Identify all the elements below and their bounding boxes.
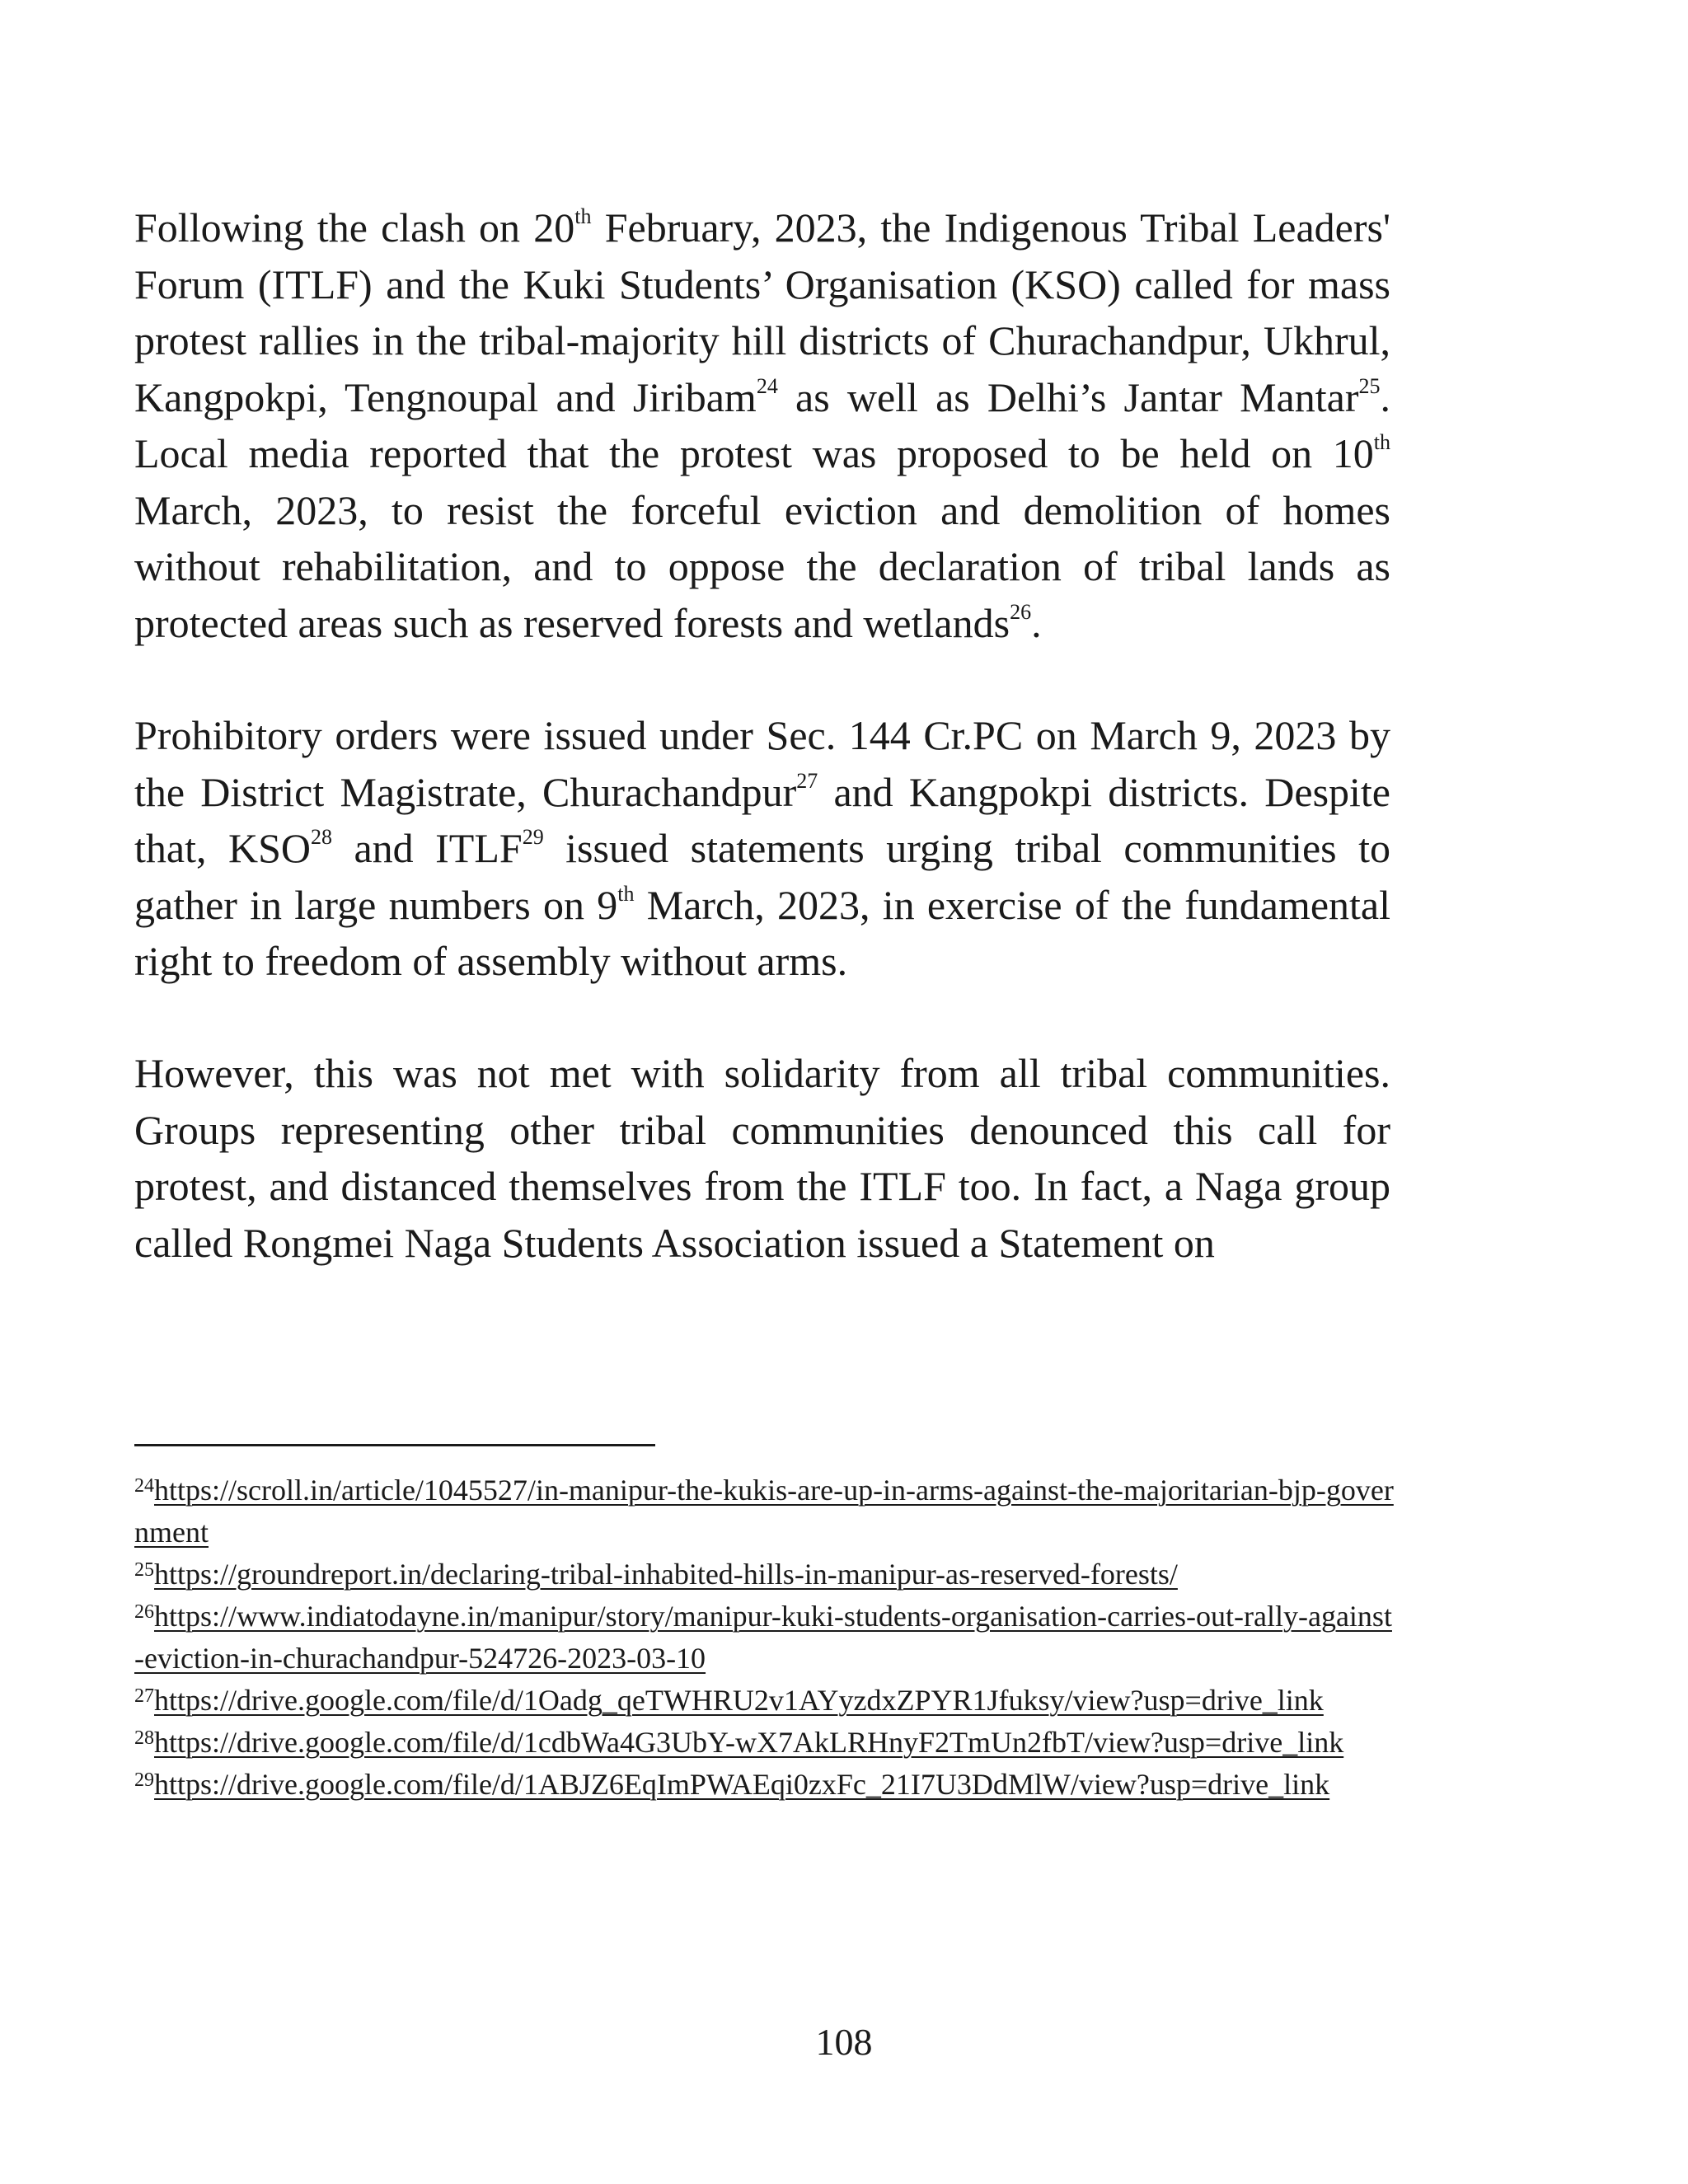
footnote-reference: 26 (1010, 599, 1032, 624)
footnotes-list (134, 1469, 1395, 1806)
paragraph-protest-rallies (134, 199, 1390, 651)
footnote-number: 27 (134, 1685, 154, 1707)
footnote-reference: th (1373, 430, 1390, 454)
footnote-item (134, 1469, 1395, 1554)
footnote-reference: 27 (796, 768, 818, 793)
footnote-reference: th (617, 881, 635, 906)
footnote-item (134, 1554, 1395, 1596)
paragraph-text: However, this was not met with solidarity from all tribal communities. Groups representing other tribal communities denounced this call for protest, and distanced themselves from the ITLF too. In fact, a Naga group called Rongmei Naga Students Association issued a Statement on (134, 1050, 1390, 1266)
footnote-item (134, 1722, 1395, 1764)
footnote-number: 24 (134, 1475, 154, 1497)
footnote-reference: 25 (1358, 373, 1381, 398)
paragraph-text: Following the clash on 20 (134, 204, 575, 251)
footnote-link[interactable]: https://drive.google.com/file/d/1cdbWa4G3UbY-wX7AkLRHnyF2TmUn2fbT/view?usp=drive_link (154, 1726, 1344, 1759)
paragraph-text: issued statements urging tribal communities to gather in large numbers on 9 (134, 825, 1390, 928)
paragraph-text: as well as Delhi’s Jantar Mantar (777, 373, 1359, 420)
footnote-number: 28 (134, 1727, 154, 1749)
footnote-item (134, 1680, 1395, 1722)
footnote-link[interactable]: https://drive.google.com/file/d/1Oadg_qeTWHRU2v1AYyzdxZPYR1Jfuksy/view?usp=drive_link (154, 1684, 1324, 1717)
paragraph-text: Prohibitory orders were issued under Sec. 144 Cr.PC on March 9, 2023 by the District Magistrate, Churachandpur (134, 712, 1390, 815)
footnote-reference: th (574, 204, 592, 228)
paragraph-text: . Local media reported that the protest was proposed to be held on 10 (134, 373, 1390, 476)
footnote-reference: 28 (310, 825, 332, 849)
paragraph-text: March, 2023, to resist the forceful eviction and demolition of homes without rehabilitation, and to oppose the declaration of tribal lands as protected areas such as reserved forests and wetlands (134, 486, 1390, 646)
footnote-item (134, 1764, 1395, 1806)
footnote-link[interactable]: https://www.indiatodayne.in/manipur/story/manipur-kuki-students-organisation-carries-out-rally-against-eviction-in-churachandpur-524726-2023-03-10 (134, 1600, 1392, 1675)
footnote-link[interactable]: https://drive.google.com/file/d/1ABJZ6EqImPWAEqi0zxFc_21I7U3DdMlW/view?usp=drive_link (154, 1768, 1330, 1801)
footnote-reference: 29 (522, 825, 544, 849)
paragraph-text: and Kangpokpi districts. Despite that, KSO (134, 768, 1391, 871)
paragraph-text: March, 2023, in exercise of the fundamental right to freedom of assembly without arms. (134, 881, 1390, 984)
footnote-number: 29 (134, 1769, 154, 1791)
paragraph-prohibitory-orders (134, 707, 1390, 990)
footnote-separator (134, 1444, 655, 1446)
paragraph-solidarity (134, 1045, 1390, 1271)
paragraph-text: February, 2023, the Indigenous Tribal Leaders' Forum (ITLF) and the Kuki Students’ Organisation (KSO) called for mass protest rallies in the tribal-majority hill districts of Churachandpur, Ukhrul, Kangpokpi, Tengnoupal and Jiribam (134, 204, 1390, 420)
paragraph-text: and ITLF (331, 825, 523, 871)
footnote-reference: 24 (756, 373, 778, 398)
footnote-item (134, 1596, 1395, 1680)
footnote-link[interactable]: https://scroll.in/article/1045527/in-manipur-the-kukis-are-up-in-arms-against-the-majoritarian-bjp-government (134, 1474, 1394, 1549)
footnote-number: 26 (134, 1601, 154, 1623)
page-number: 108 (815, 2021, 873, 2063)
paragraph-text: . (1031, 599, 1042, 646)
footnote-number: 25 (134, 1559, 154, 1581)
footnote-link[interactable]: https://groundreport.in/declaring-tribal-inhabited-hills-in-manipur-as-reserved-forests/ (154, 1558, 1178, 1591)
